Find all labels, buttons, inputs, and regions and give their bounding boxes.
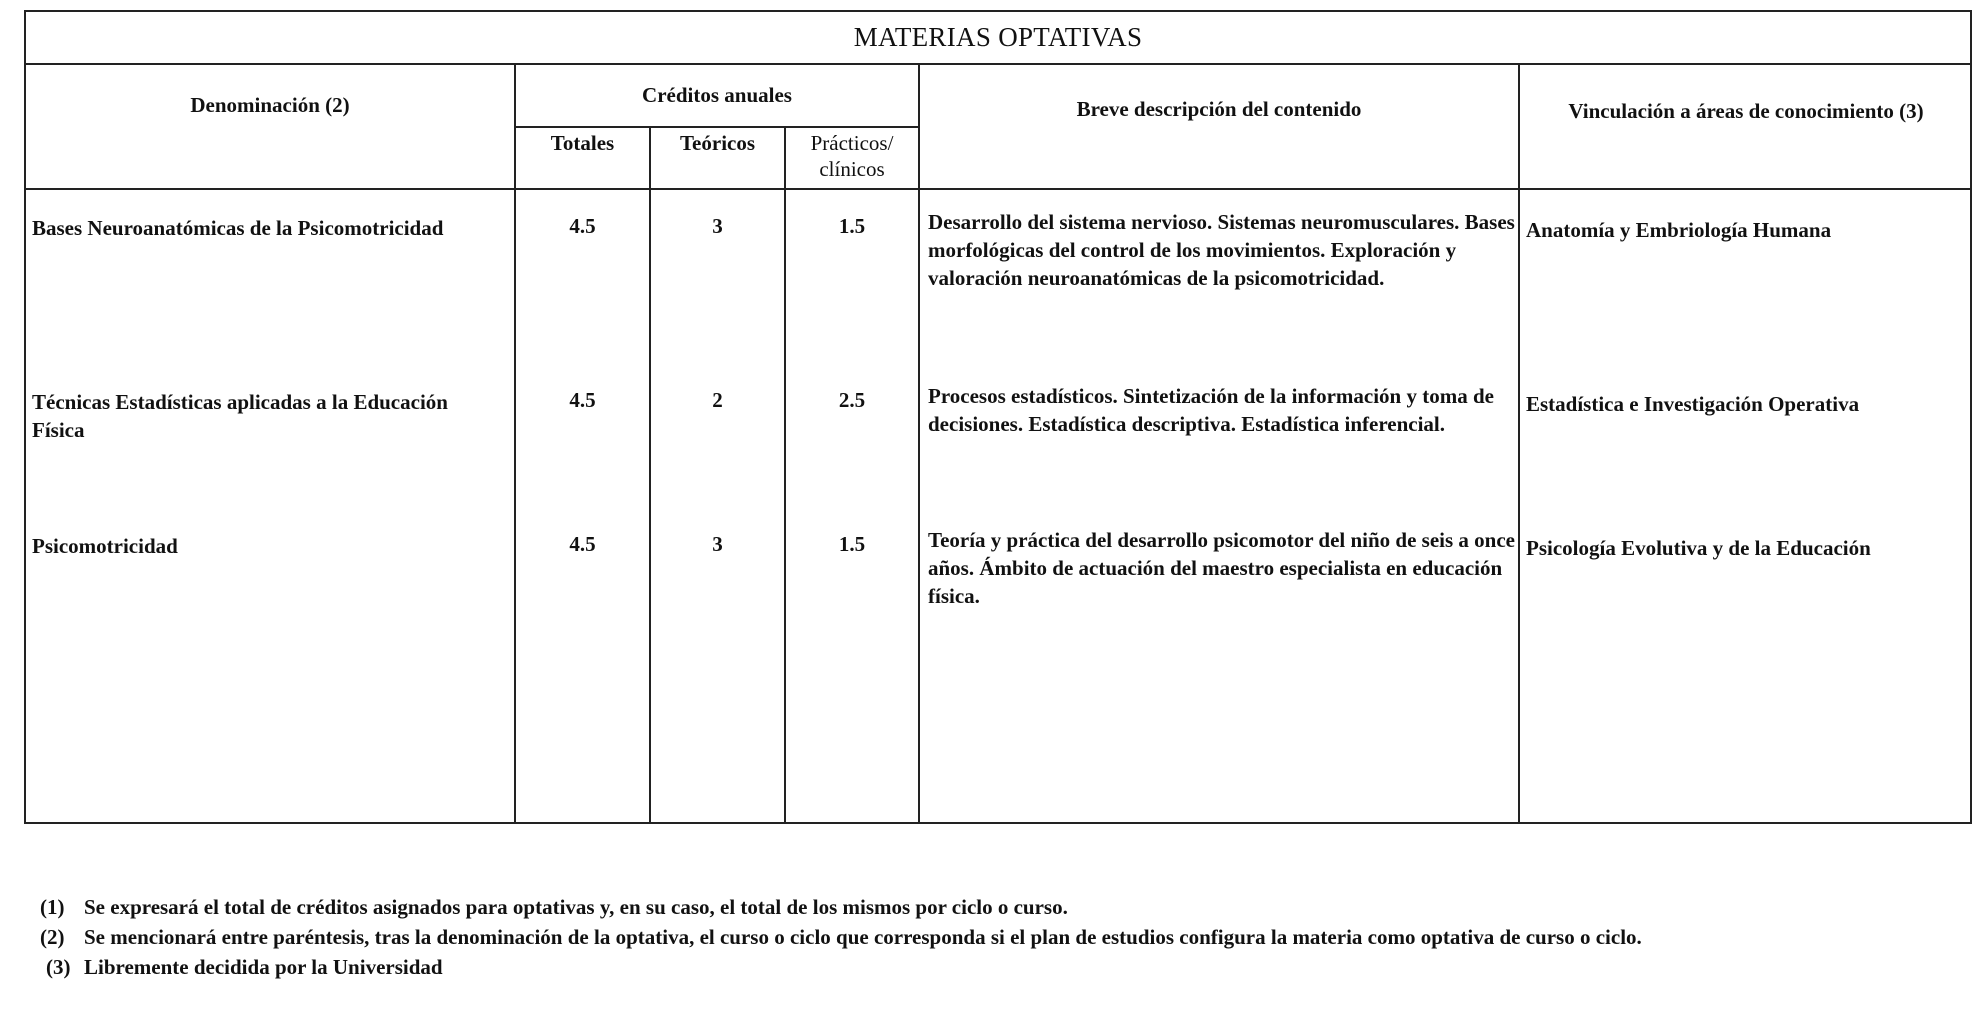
row-3-vinculacion: Psicología Evolutiva y de la Educación bbox=[1526, 536, 1871, 560]
footnote-text: Se mencionará entre paréntesis, tras la denominación de la optativa, el curso o ciclo que corresponda si el plan de estudios configura la materia como optativa de curso o ciclo. bbox=[84, 925, 1642, 949]
row-1-teoricos: 3 bbox=[712, 214, 723, 238]
row-2-totales: 4.5 bbox=[569, 388, 596, 412]
row-1-denominacion: Bases Neuroanatómicas de la Psicomotricidad bbox=[32, 216, 444, 240]
divider bbox=[514, 65, 516, 822]
row-2-practicos: 2.5 bbox=[838, 388, 866, 412]
header-creditos: Créditos anuales bbox=[642, 83, 792, 107]
row-2-denominacion: Técnicas Estadísticas aplicadas a la Educación Física bbox=[32, 390, 448, 442]
row-2-vinculacion: Estadística e Investigación Operativa bbox=[1526, 392, 1860, 416]
row-3-descripcion: Teoría y práctica del desarrollo psicomotor del niño de seis a once años. Ámbito de actuación del maestro especialista en educación física. bbox=[928, 528, 1515, 608]
footnote-2 bbox=[40, 922, 1940, 952]
row-1-vinculacion: Anatomía y Embriología Humana bbox=[1526, 218, 1832, 242]
header-denominacion: Denominación (2) bbox=[190, 93, 350, 117]
row-1-descripcion: Desarrollo del sistema nervioso. Sistemas neuromusculares. Bases morfológicas del control de los movimientos. Exploración y valoración neuroanatómicas de la psicomotricidad. bbox=[928, 210, 1515, 290]
header-totales: Totales bbox=[550, 131, 615, 155]
row-2-descripcion: Procesos estadísticos. Sintetización de la información y toma de decisiones. Estadística descriptiva. Estadística inferencial. bbox=[928, 384, 1494, 436]
divider bbox=[1518, 65, 1520, 822]
footnote-3 bbox=[40, 952, 1940, 982]
header-bottom-divider bbox=[26, 188, 1970, 190]
row-3-practicos: 1.5 bbox=[838, 532, 866, 556]
divider bbox=[918, 65, 920, 822]
row-1-practicos: 1.5 bbox=[838, 214, 866, 238]
row-3-denominacion: Psicomotricidad bbox=[32, 534, 178, 558]
header-descripcion: Breve descripción del contenido bbox=[1076, 97, 1362, 121]
row-1-totales: 4.5 bbox=[569, 214, 596, 238]
optional-subjects-table bbox=[24, 10, 1972, 824]
header-teoricos: Teóricos bbox=[679, 131, 756, 155]
header-vinculacion: Vinculación a áreas de conocimiento (3) bbox=[1568, 99, 1924, 123]
row-3-teoricos: 3 bbox=[712, 532, 723, 556]
footnotes bbox=[40, 892, 1940, 982]
row-3-totales: 4.5 bbox=[569, 532, 596, 556]
footnote-number: (1) bbox=[40, 895, 65, 919]
footnote-1 bbox=[40, 892, 1940, 922]
row-2-teoricos: 2 bbox=[712, 388, 723, 412]
footnote-text: Se expresará el total de créditos asignados para optativas y, en su caso, el total de los mismos por ciclo o curso. bbox=[84, 895, 1068, 919]
header-practicos: Prácticos/ clínicos bbox=[810, 131, 894, 181]
footnote-number: (2) bbox=[40, 925, 65, 949]
divider bbox=[514, 126, 918, 128]
footnote-text: Libremente decidida por la Universidad bbox=[84, 955, 443, 979]
table-title: MATERIAS OPTATIVAS bbox=[26, 12, 1970, 65]
footnote-number: (3) bbox=[46, 955, 71, 979]
